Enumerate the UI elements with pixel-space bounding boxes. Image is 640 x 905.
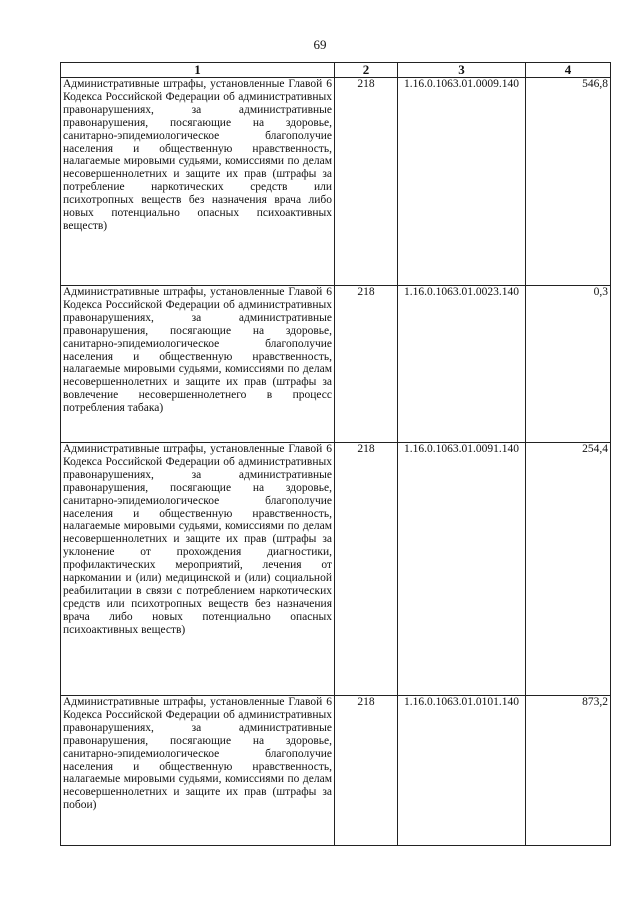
row-description: Административные штрафы, установленные Главой 6 Кодекса Российской Федерации об административных правонарушениях, за административные правонарушения, посягающие на здоровье, санитарно-эпидемиологическое благополучие населения и общественную нравственность, налагаемые мировыми судьями, комиссиями по делам несовершеннолетних и защите их прав (штрафы за вовлечение несовершеннолетнего в процесс потребления табака) [61, 286, 335, 443]
page-number: 69 [313, 37, 327, 52]
row-description: Административные штрафы, установленные Главой 6 Кодекса Российской Федерации об административных правонарушениях, за административные правонарушения, посягающие на здоровье, санитарно-эпидемиологическое благополучие населения и общественную нравственность, налагаемые мировыми судьями, комиссиями по делам несовершеннолетних и защите их прав (штрафы за потребление наркотических средств или психотропных веществ без назначения врача либо новых потенциально опасных психоактивных веществ) [61, 78, 335, 286]
row-budget-code: 1.16.0.1063.01.0101.140 [398, 696, 526, 846]
table-header-row [61, 63, 611, 78]
row-description: Административные штрафы, установленные Главой 6 Кодекса Российской Федерации об административных правонарушениях, за административные правонарушения, посягающие на здоровье, санитарно-эпидемиологическое благополучие населения и общественную нравственность, налагаемые мировыми судьями, комиссиями по делам несовершеннолетних и защите их прав (штрафы за уклонение от прохождения диагностики, профилактических мероприятий, лечения от наркомании и (или) медицинской и (или) социальной реабилитации в связи с потреблением наркотических средств или психотропных веществ без назначения врача либо новых потенциально опасных психоактивных веществ) [61, 443, 335, 696]
row-budget-code: 1.16.0.1063.01.0023.140 [398, 286, 526, 443]
table-row [61, 78, 611, 286]
row-admin-code: 218 [335, 286, 398, 443]
row-amount: 546,8 [526, 78, 611, 286]
row-amount: 0,3 [526, 286, 611, 443]
row-description: Административные штрафы, установленные Главой 6 Кодекса Российской Федерации об административных правонарушениях, за административные правонарушения, посягающие на здоровье, санитарно-эпидемиологическое благополучие населения и общественную нравственность, налагаемые мировыми судьями, комиссиями по делам несовершеннолетних и защите их прав (штрафы за побои) [61, 696, 335, 846]
row-budget-code: 1.16.0.1063.01.0009.140 [398, 78, 526, 286]
row-budget-code: 1.16.0.1063.01.0091.140 [398, 443, 526, 696]
revenue-table [60, 62, 611, 846]
table-row [61, 286, 611, 443]
row-amount: 873,2 [526, 696, 611, 846]
column-header-4: 4 [526, 63, 611, 78]
column-header-3: 3 [398, 63, 526, 78]
row-amount: 254,4 [526, 443, 611, 696]
table-row [61, 696, 611, 846]
column-header-1: 1 [61, 63, 335, 78]
row-admin-code: 218 [335, 443, 398, 696]
table-row [61, 443, 611, 696]
row-admin-code: 218 [335, 78, 398, 286]
column-header-2: 2 [335, 63, 398, 78]
row-admin-code: 218 [335, 696, 398, 846]
